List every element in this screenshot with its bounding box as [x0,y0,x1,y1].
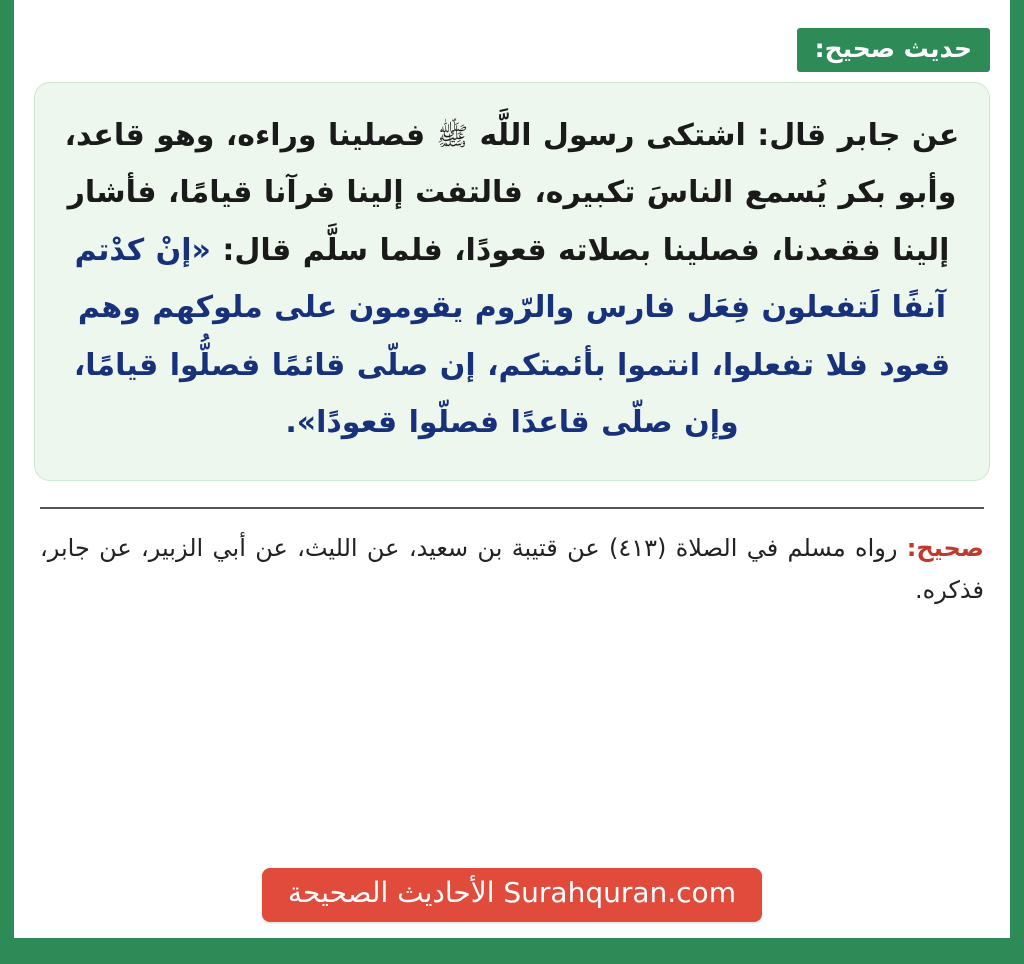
brand-site-label: Surahquran.com [503,876,736,910]
hadith-text-box [34,82,990,482]
left-green-border [0,0,14,964]
bottom-green-border [0,938,1024,964]
hadith-grade-tag: حديث صحيح: [797,28,990,72]
header-row [34,28,990,72]
hadith-intro: عن جابر قال: اشتكى رسول اللَّه [479,117,960,153]
takhreej-paragraph [40,527,984,611]
footer-row [34,868,990,938]
section-divider [40,507,984,509]
takhreej-label: صحيح: [906,534,984,563]
hadith-quote: «إنْ كدْتم آنفًا لَتفعلون فِعَل فارس والرّوم يقومون على ملوكهم وهم قعود فلا تفعلوا، انتموا بأئمتكم، إن صلّى قائمًا فصلُّوا قيامًا، وإن صلّى قاعدًا فصلّوا قعودًا». [73,232,951,441]
hadith-card [14,0,1010,938]
right-green-border [1010,0,1024,964]
brand-text-label: الأحاديث الصحيحة [288,876,495,910]
sallallahu-alayhi-wasallam-glyph: ﷺ [436,121,469,152]
hadith-paragraph [61,107,963,453]
brand-button[interactable] [262,868,762,922]
takhreej-text: رواه مسلم في الصلاة (٤١٣) عن قتيبة بن سعيد، عن الليث، عن أبي الزبير، عن جابر، فذكره. [40,534,984,605]
hadith-continuation: فصلينا وراءه، وهو قاعد، وأبو بكر يُسمع الناسَ تكبيره، فالتفت إلينا فرآنا قيامًا، فأشار إلينا فقعدنا، فصلينا بصلاته قعودًا، فلما سلَّم قال: [64,117,957,268]
